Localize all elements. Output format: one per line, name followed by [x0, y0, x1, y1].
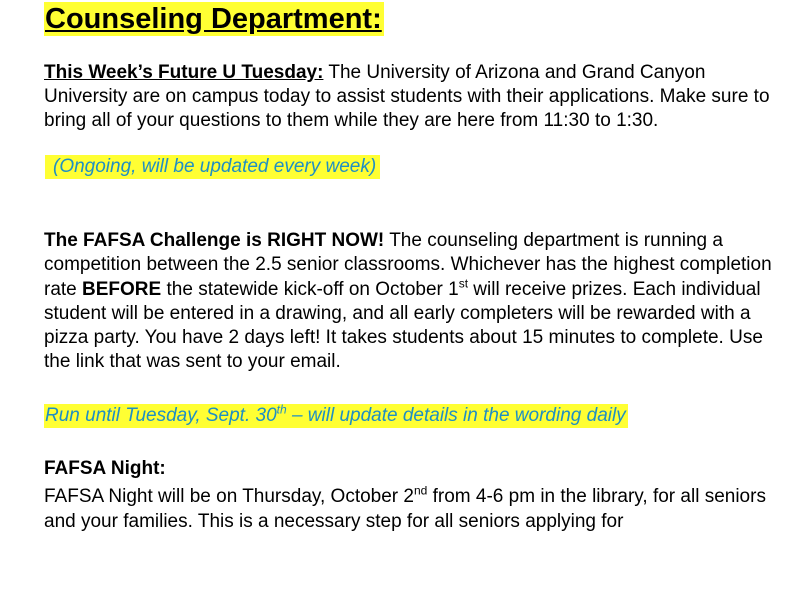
future-u-note: (Ongoing, will be updated every week) [45, 155, 380, 179]
fafsa-night-body-1: FAFSA Night will be on Thursday, October 2 [44, 486, 414, 507]
fafsa-challenge-heading: The FAFSA Challenge is RIGHT NOW! [44, 230, 385, 251]
fafsa-challenge-note-sup: th [276, 402, 287, 417]
fafsa-challenge-body-1: The counseling department is running a competition between the 2.5 senior classrooms. Whichever has the highest completion rate [44, 230, 772, 300]
fafsa-challenge-sup: st [458, 276, 469, 291]
fafsa-challenge-note [44, 404, 628, 428]
future-u-heading: This Week’s Future U Tuesday: [44, 62, 324, 83]
fafsa-challenge-note-text-2: – will update details in the wording daily [286, 405, 626, 426]
fafsa-night-paragraph [44, 484, 784, 534]
fafsa-night-heading: FAFSA Night: [44, 458, 166, 479]
fafsa-night-body-2: from 4-6 pm in the library, for all seniors and your families. This is a necessary step for all seniors applying for [44, 486, 766, 532]
page-title: Counseling Department: [45, 3, 382, 35]
fafsa-challenge-paragraph [44, 229, 784, 375]
future-u-paragraph [44, 61, 784, 133]
fafsa-night-sup: nd [413, 483, 428, 498]
fafsa-challenge-body-3: will receive prizes. Each individual student will be entered in a drawing, and all early completers will be rewarded with a pizza party. You have 2 days left! It takes students about 15 minutes to complete. Use the link that was sent to your email. [44, 278, 763, 373]
fafsa-challenge-before: BEFORE [82, 278, 162, 300]
fafsa-challenge-body-2: the statewide kick-off on October 1 [161, 278, 459, 300]
future-u-body: The University of Arizona and Grand Canyon University are on campus today to assist students with their applications. Make sure to bring all of your questions to them while they are here from 11:30 to 1:30. [44, 62, 770, 131]
fafsa-night-heading-line [44, 457, 784, 481]
fafsa-challenge-note-text-1: Run until Tuesday, Sept. 30 [45, 405, 277, 426]
